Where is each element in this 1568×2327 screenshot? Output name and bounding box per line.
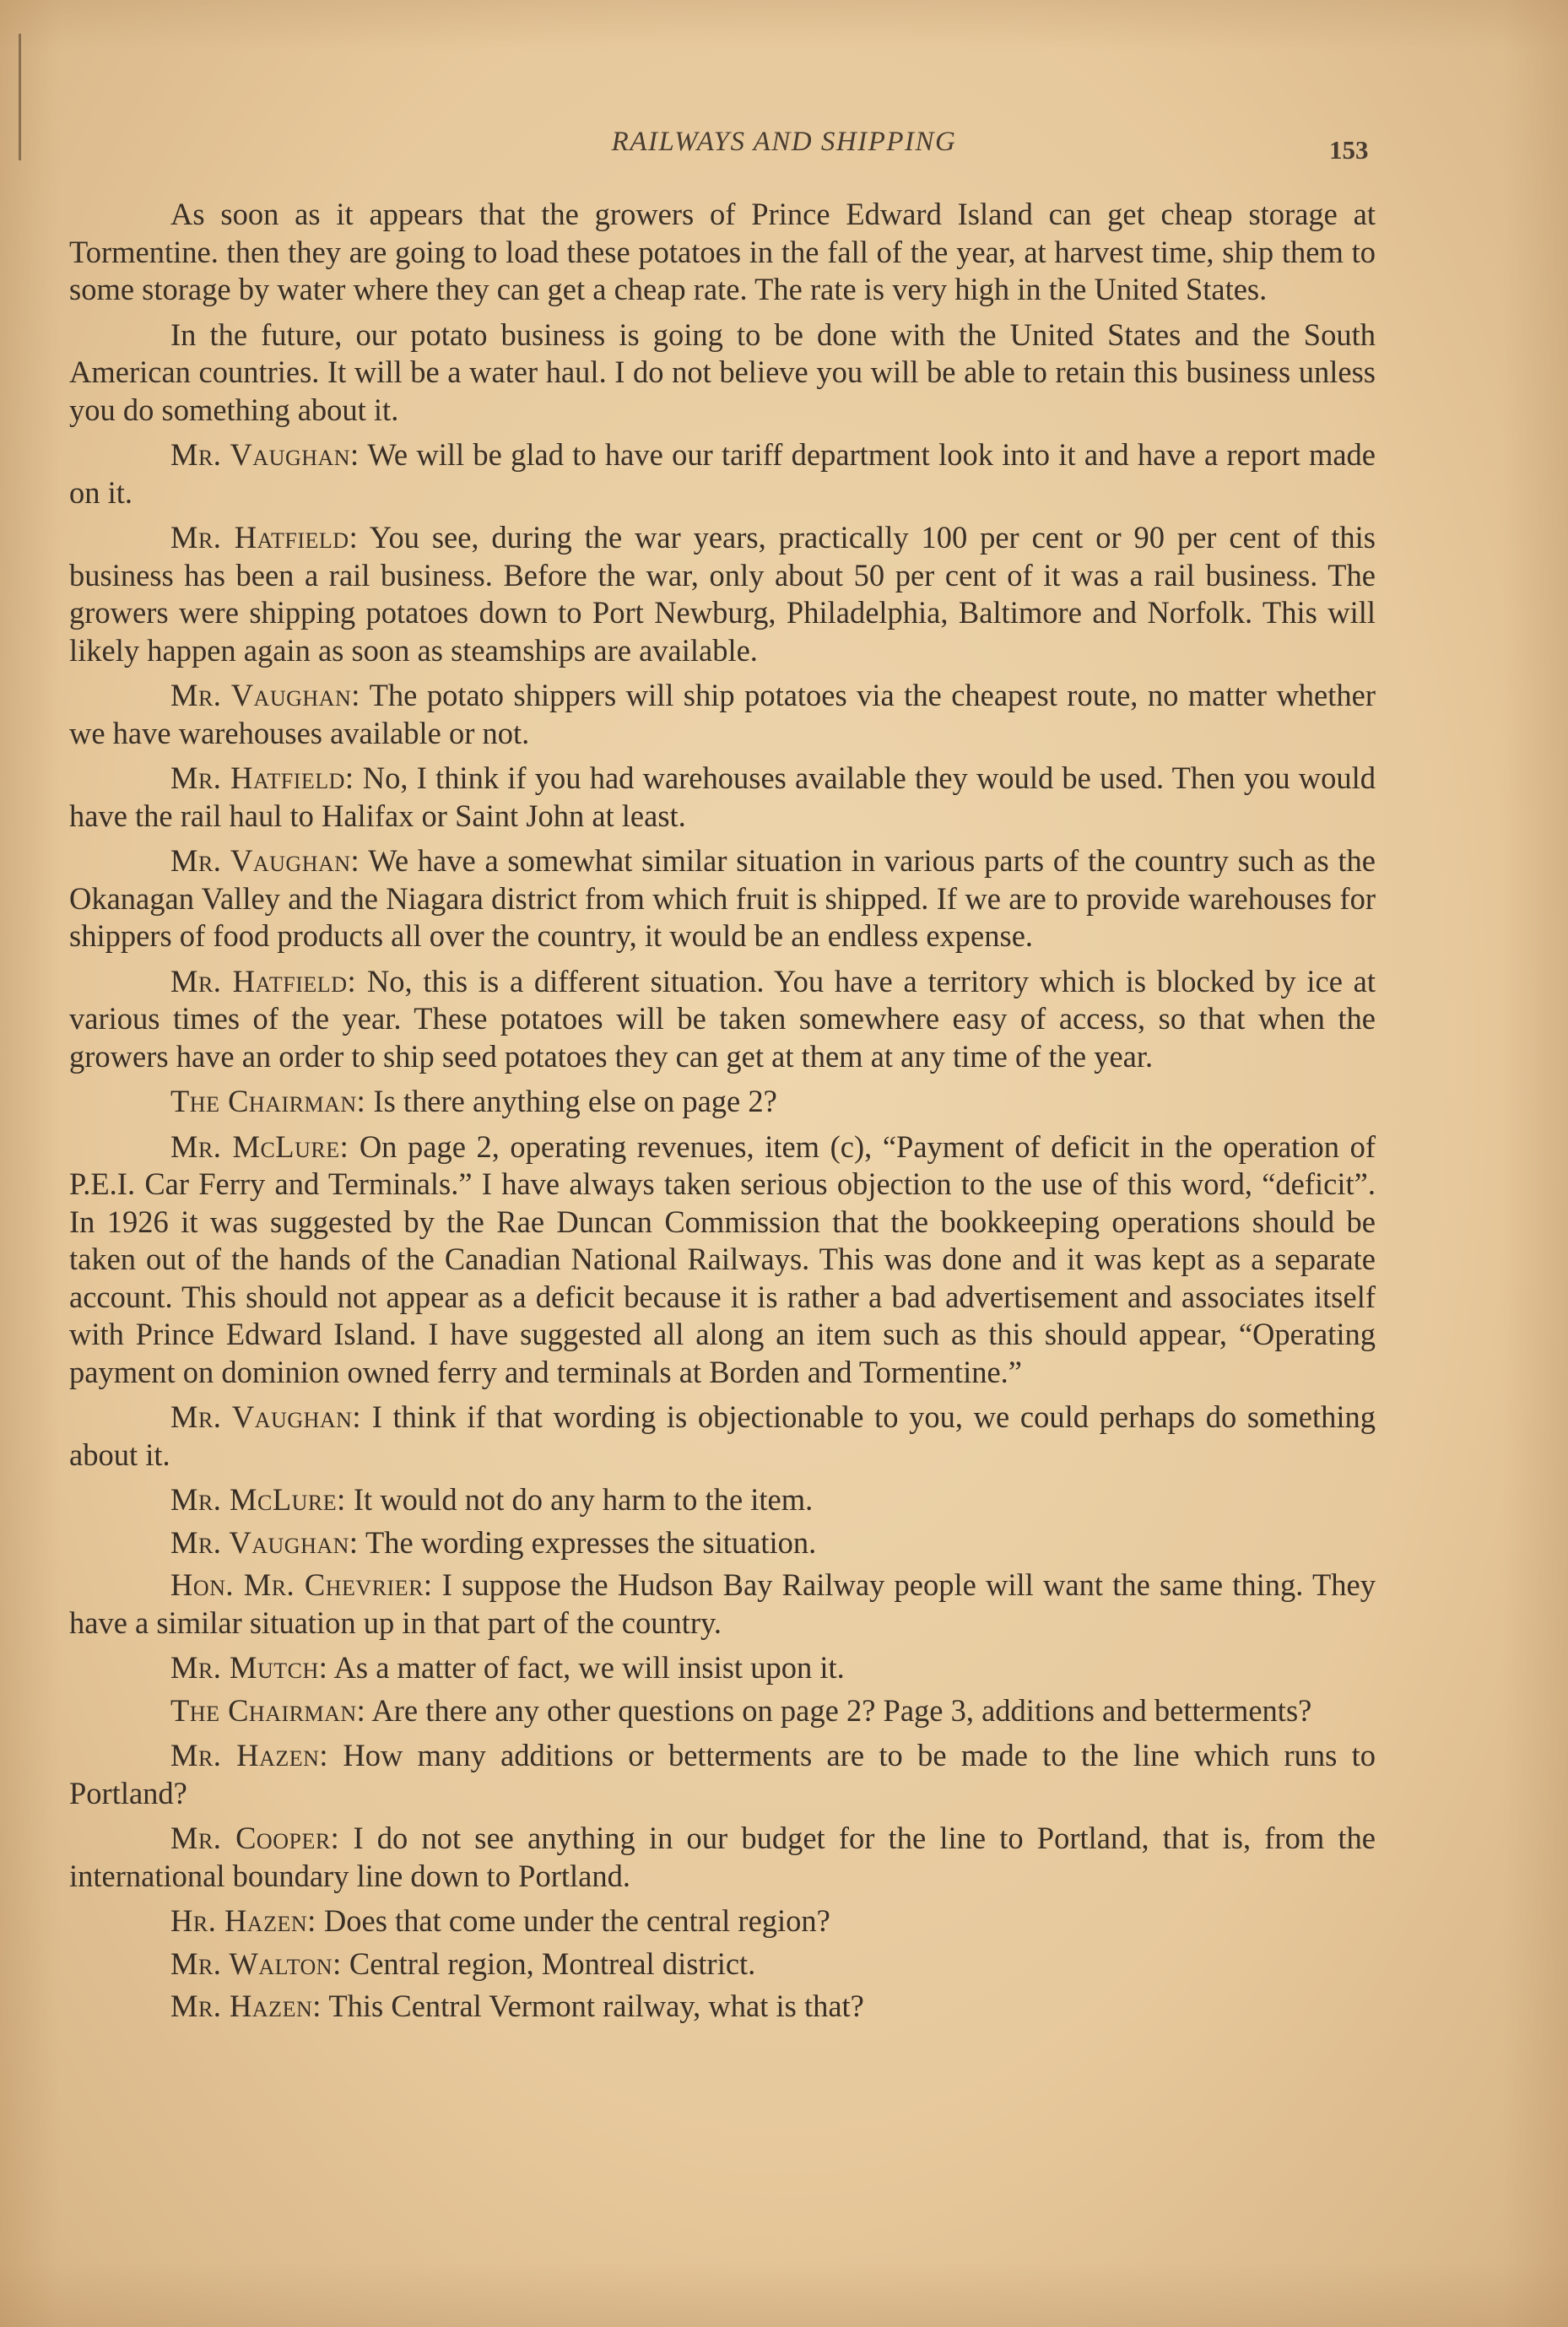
paragraph [69, 1524, 1376, 1562]
paragraph [69, 1481, 1376, 1519]
speaker-name: Mr. Vaughan: [170, 437, 360, 472]
speaker-name: The Chairman: [170, 1084, 366, 1118]
paragraph-text: I think if that wording is objectionable to you, we could perhaps do something about it. [69, 1399, 1376, 1472]
paragraph-text: Central region, Montreal district. [349, 1945, 756, 1981]
speaker-name: Mr. Hatfield: [170, 520, 359, 555]
paragraph [69, 1902, 1376, 1940]
paragraph-text: In the future, our potato business is going to be done with the United States and the South American countries. It will be a water haul. I do not believe you will be able to retain this business unless you do something about it. [69, 317, 1376, 427]
speaker-name: Mr. Cooper: [170, 1821, 340, 1855]
paragraph [69, 1737, 1376, 1812]
paragraph [69, 1988, 1376, 2026]
running-title: RAILWAYS AND SHIPPING [611, 127, 957, 157]
paragraph-text: As a matter of fact, we will insist upon it. [333, 1650, 845, 1685]
paragraph [69, 842, 1376, 955]
paragraph-text: I do not see anything in our budget for the line to Portland, that is, from the international boundary line down to Portland. [69, 1821, 1376, 1893]
speaker-name: Mr. Walton: [170, 1945, 342, 1981]
paragraph [69, 1399, 1376, 1474]
speaker-name: Mr. Vaughan: [170, 1399, 362, 1434]
speaker-name: Mr. Vaughan: [170, 843, 360, 878]
paragraph [69, 963, 1376, 1076]
speaker-name: Mr. Hazen: [170, 1738, 329, 1772]
speaker-name: Mr. Hazen: [170, 1989, 322, 2023]
paragraph [69, 1083, 1376, 1121]
paragraph-text: It would not do any harm to the item. [353, 1482, 814, 1517]
paragraph [69, 1567, 1376, 1642]
paragraph-text: We have a somewhat similar situation in various parts of the country such as the Okanagan Valley and the Niagara district from which fruit is shipped. If we are to provide warehouses for shippers of food products all over the country, it would be an endless expense. [69, 843, 1376, 953]
paragraph-text: Is there anything else on page 2? [373, 1084, 777, 1118]
paragraph-text: We will be glad to have our tariff department look into it and have a report made on it. [69, 437, 1376, 510]
paragraph [69, 677, 1376, 752]
speaker-name: Hr. Hazen: [170, 1903, 316, 1938]
speaker-name: Hon. Mr. Chevrier: [170, 1567, 433, 1602]
paragraph-text: How many additions or betterments are to be made to the line which runs to Portland? [69, 1738, 1376, 1810]
speaker-name: The Chairman: [170, 1692, 366, 1728]
paragraph [69, 317, 1376, 430]
paragraph-text: Are there any other questions on page 2? Page 3, additions and betterments? [371, 1692, 1312, 1728]
paragraph [69, 436, 1376, 511]
paragraph [69, 760, 1376, 835]
speaker-name: Mr. Hatfield: [170, 760, 354, 795]
speaker-name: Mr. Vaughan: [170, 1524, 359, 1560]
paragraph [69, 1945, 1376, 1983]
paragraph-text: You see, during the war years, practically 100 per cent or 90 per cent of this business has been a rail business. Before the war, only about 50 per cent of it was a rail business. The growers were shipping potatoes down to Port Newburg, Philadelphia, Baltimore and Norfolk. This will likely happen again as soon as steamships are available. [69, 520, 1376, 668]
paragraph-text: The wording expresses the situation. [365, 1524, 817, 1560]
speaker-name: Mr. Vaughan: [170, 678, 360, 712]
paragraph-text: Does that come under the central region? [323, 1903, 830, 1938]
transcript-body [69, 196, 1376, 2031]
paragraph-text: No, I think if you had warehouses available they would be used. Then you would have the rail haul to Halifax or Saint John at least. [69, 760, 1376, 833]
speaker-name: Mr. McLure: [170, 1482, 346, 1517]
paragraph-text: I suppose the Hudson Bay Railway people will want the same thing. They have a similar situation up in that part of the country. [69, 1567, 1376, 1640]
paragraph-text: On page 2, operating revenues, item (c), “Payment of deficit in the operation of P.E.I. Car Ferry and Terminals.” I have always taken serious objection to the use of this word, “deficit”. In 1926 it was suggested by the Rae Duncan Commission that the bookkeeping operations should be taken out of the hands of the Canadian National Railways. This was done and it was kept as a separate account. This should not appear as a deficit because it is rather a bad advertisement and associates itself with Prince Edward Island. I have suggested all along an item such as this should appear, “Operating payment on dominion owned ferry and terminals at Borden and Tormentine.” [69, 1128, 1376, 1389]
speaker-name: Mr. McLure: [170, 1128, 349, 1164]
paragraph [69, 1649, 1376, 1687]
paragraph-text: The potato shippers will ship potatoes via the cheapest route, no matter whether we have warehouses available or not. [69, 678, 1376, 750]
paragraph [69, 1128, 1376, 1392]
paragraph [69, 196, 1376, 309]
speaker-name: Mr. Hatfield: [170, 963, 357, 998]
paragraph-text: No, this is a different situation. You have a territory which is blocked by ice at various times of the year. These potatoes will be taken somewhere easy of access, so that when the growers have an order to ship seed potatoes they can get at them at any time of the year. [69, 963, 1376, 1074]
paragraph [69, 1692, 1376, 1730]
paragraph-text: As soon as it appears that the growers of Prince Edward Island can get cheap storage at Tormentine. then they are going to load these potatoes in the fall of the year, at harvest time, ship them to some storage by water where they can get a cheap rate. The rate is very high in the United States. [69, 197, 1376, 306]
page-number: 153 [1329, 135, 1369, 165]
speaker-name: Mr. Mutch: [170, 1650, 328, 1685]
paragraph-text: This Central Vermont railway, what is that? [328, 1989, 864, 2023]
paragraph [69, 519, 1376, 669]
paragraph [69, 1820, 1376, 1895]
